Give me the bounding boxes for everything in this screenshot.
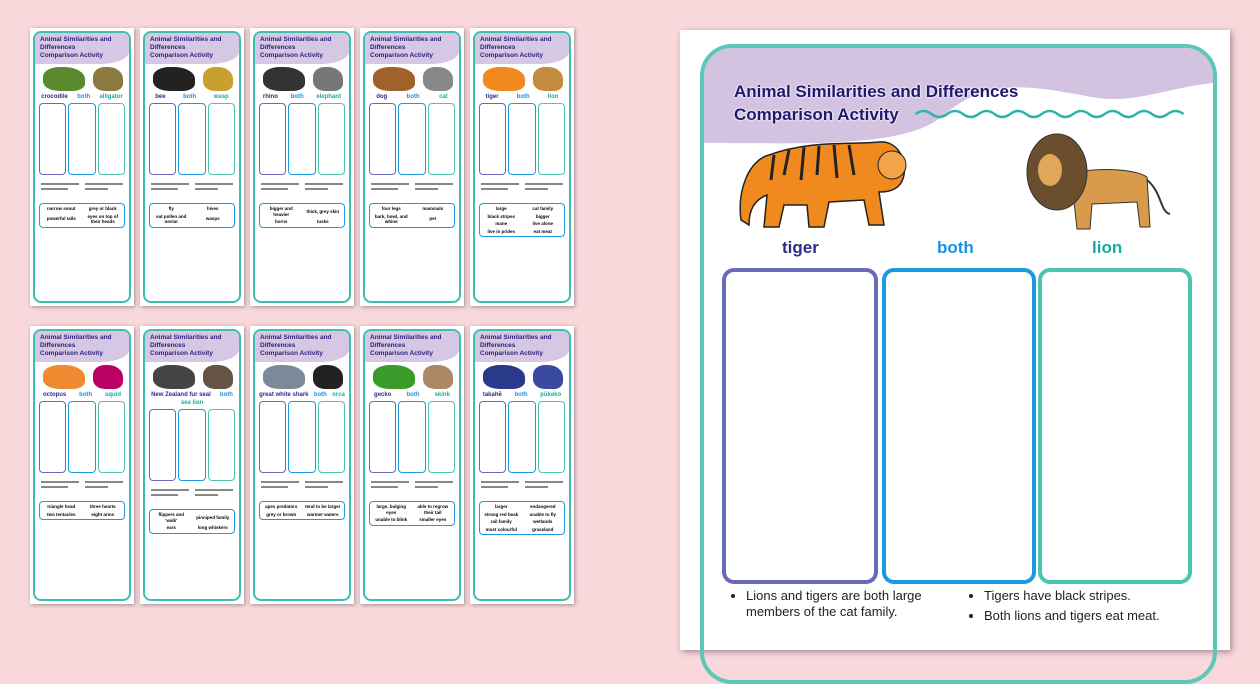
thumbnail-pictures: [475, 64, 569, 94]
word-bank-item: mane: [495, 221, 508, 226]
word-bank-item: black stripes: [487, 213, 515, 219]
label-tiger: tiger: [782, 238, 819, 257]
word-bank-item: bigger: [535, 213, 550, 219]
thumbnail-box: [369, 401, 396, 473]
thumbnail-boxes: [475, 399, 569, 475]
word-bank-item: pet: [429, 216, 437, 222]
thumbnail-frame: [363, 31, 461, 303]
thumbnail-box: [428, 103, 455, 175]
word-bank-item: bark, howl, and whine: [374, 213, 408, 224]
thumbnail-frame: [143, 329, 241, 601]
thumbnail-labels: [35, 94, 129, 101]
word-bank-item: hives: [206, 206, 219, 211]
animal-picture-right: [203, 67, 233, 91]
thumbnail-box: [318, 401, 345, 473]
thumbnail-label-both: both: [406, 94, 420, 100]
thumbnail-boxes: [145, 407, 239, 483]
thumbnail-label-right: orca: [332, 392, 345, 398]
thumbnail-box: [479, 401, 506, 473]
word-bank-item: bigger and heavier: [269, 206, 293, 217]
thumbnail-facts: [255, 177, 349, 203]
thumbnail-pictures: [35, 64, 129, 94]
thumbnail-facts: [365, 177, 459, 203]
thumbnail-label-right: sea lion: [180, 400, 204, 406]
thumbnail-label-both: both: [313, 392, 327, 398]
thumbnail-label-both: both: [516, 94, 530, 100]
word-bank-item: larger: [494, 504, 508, 509]
animal-picture-right: [423, 365, 453, 389]
thumbnail-box: [508, 103, 535, 175]
worksheet-thumbnail[interactable]: [140, 28, 244, 306]
thumbnail-box: [259, 401, 286, 473]
thumbnail-title: Animal Similarities and Differences: [260, 334, 332, 349]
thumbnail-pictures: [255, 64, 349, 94]
thumbnail-header: [145, 331, 239, 362]
worksheet-thumbnail[interactable]: [470, 326, 574, 604]
thumbnail-labels: [145, 94, 239, 101]
thumbnail-pictures: [255, 362, 349, 392]
animal-picture-left: [43, 365, 85, 389]
thumbnail-word-bank: [149, 509, 235, 534]
animal-picture-right: [423, 67, 453, 91]
word-bank-item: smaller eyes: [419, 517, 447, 522]
tiger-illustration: [729, 130, 914, 235]
fact-list-right: [966, 588, 1196, 628]
word-bank-item: ears: [166, 525, 176, 530]
thumbnail-label-right: alligator: [99, 94, 123, 100]
thumbnail-subtitle: Comparison Activity: [260, 52, 323, 59]
thumbnail-pictures: [365, 64, 459, 94]
word-bank-item: eight arms: [91, 511, 115, 517]
animal-picture-left: [153, 365, 195, 389]
thumbnail-title: Animal Similarities and Differences: [370, 36, 442, 51]
thumbnail-box: [398, 401, 425, 473]
thumbnail-label-left: octopus: [42, 392, 67, 398]
word-bank-item: thick, grey skin: [306, 208, 340, 214]
thumbnail-label-right: skink: [434, 392, 450, 398]
thumbnail-facts: [35, 475, 129, 501]
thumbnail-label-left: dog: [376, 94, 388, 100]
thumbnail-box: [208, 409, 235, 481]
word-bank-item: grassland: [532, 526, 554, 532]
thumbnail-labels: [255, 94, 349, 101]
thumbnail-box: [318, 103, 345, 175]
main-worksheet-preview: [680, 30, 1230, 650]
thumbnail-title: Animal Similarities and Differences: [480, 334, 552, 349]
thumbnail-label-both: both: [79, 392, 93, 398]
thumbnail-title: Animal Similarities and Differences: [150, 334, 222, 349]
thumbnail-subtitle: Comparison Activity: [260, 350, 323, 357]
thumbnail-label-both: both: [514, 392, 528, 398]
word-bank-item: cat family: [532, 206, 554, 211]
thumbnail-box: [288, 401, 315, 473]
word-bank-item: warmer waters: [306, 511, 339, 517]
thumbnail-box: [398, 103, 425, 175]
thumbnail-label-both: both: [77, 94, 91, 100]
thumbnail-boxes: [35, 399, 129, 475]
word-bank-item: fly: [168, 206, 174, 211]
thumbnail-label-right: elephant: [316, 94, 342, 100]
word-bank-item: eat meat: [533, 228, 552, 234]
word-bank-item: large: [495, 206, 507, 211]
animal-picture-left: [483, 67, 525, 91]
thumbnail-box: [369, 103, 396, 175]
worksheet-thumbnail[interactable]: [140, 326, 244, 604]
animal-picture-right: [93, 365, 123, 389]
thumbnail-boxes: [475, 101, 569, 177]
thumbnail-label-both: both: [290, 94, 304, 100]
thumbnail-frame: [473, 31, 571, 303]
thumbnail-frame: [253, 329, 351, 601]
lion-illustration: [1022, 132, 1172, 237]
thumbnail-box: [39, 103, 66, 175]
thumbnail-label-left: New Zealand fur seal: [151, 392, 211, 398]
animal-picture-left: [153, 67, 195, 91]
word-bank-item: strong red beak: [484, 511, 519, 517]
thumbnail-frame: [363, 329, 461, 601]
worksheet-frame: [700, 44, 1217, 684]
thumbnail-subtitle: Comparison Activity: [370, 52, 433, 59]
word-bank-item: live alone: [532, 221, 553, 226]
animal-picture-right: [533, 365, 563, 389]
thumbnail-word-bank: [259, 501, 345, 520]
fact-list-left: [728, 588, 948, 624]
thumbnail-header: [255, 331, 349, 362]
worksheet-title: [734, 80, 1018, 126]
word-bank-item: narrow snout: [46, 206, 76, 211]
thumbnail-label-both: both: [183, 94, 197, 100]
word-bank-item: apex predators: [265, 504, 298, 509]
thumbnail-frame: [143, 31, 241, 303]
thumbnail-subtitle: Comparison Activity: [370, 350, 433, 357]
thumbnail-box: [259, 103, 286, 175]
word-bank-item: unable to blink: [375, 517, 408, 522]
thumbnail-box: [68, 401, 95, 473]
thumbnail-box: [538, 103, 565, 175]
word-bank-item: triangle head: [47, 504, 76, 509]
thumbnail-facts: [475, 177, 569, 203]
thumbnail-title: Animal Similarities and Differences: [260, 36, 332, 51]
word-bank-item: able to regrow their tail: [417, 504, 449, 515]
thumbnail-label-left: rhino: [262, 94, 278, 100]
animal-picture-right: [93, 67, 123, 91]
thumbnail-facts: [255, 475, 349, 501]
thumbnail-word-bank: [39, 501, 125, 520]
thumbnail-label-both: both: [406, 392, 420, 398]
animal-picture-right: [203, 365, 233, 389]
word-bank-item: most colourful: [485, 526, 517, 532]
animal-picture-left: [263, 365, 305, 389]
word-bank-item: large, bulging eyes: [376, 504, 406, 515]
thumbnail-boxes: [35, 101, 129, 177]
word-bank-item: unable to fly: [529, 511, 556, 517]
thumbnail-frame: [253, 31, 351, 303]
thumbnail-frame: [473, 329, 571, 601]
thumbnail-labels: [475, 94, 569, 101]
thumbnail-word-bank: [369, 501, 455, 526]
thumbnail-title: Animal Similarities and Differences: [370, 334, 442, 349]
label-both: both: [937, 238, 974, 257]
word-bank-item: pinniped family: [196, 514, 230, 520]
thumbnail-word-bank: [479, 501, 565, 535]
worksheet-thumbnail[interactable]: [360, 28, 464, 306]
tiger-answer-box[interactable]: [722, 268, 878, 584]
word-bank-item: three hearts: [89, 504, 116, 509]
thumbnail-frame: [33, 31, 131, 303]
title-line-1: Animal Similarities and Differences: [734, 82, 1019, 101]
animal-picture-left: [373, 365, 415, 389]
animal-picture-left: [373, 67, 415, 91]
thumbnail-label-left: gecko: [374, 392, 392, 398]
thumbnail-labels: [145, 392, 239, 407]
thumbnail-label-right: pūkeko: [540, 392, 562, 398]
animal-picture-right: [313, 67, 343, 91]
thumbnail-box: [479, 103, 506, 175]
thumbnail-label-right: wasp: [213, 94, 229, 100]
thumbnail-title: Animal Similarities and Differences: [40, 36, 112, 51]
thumbnail-title: Animal Similarities and Differences: [480, 36, 552, 51]
worksheet-thumbnail[interactable]: [470, 28, 574, 306]
thumbnail-facts: [145, 483, 239, 509]
thumbnail-facts: [35, 177, 129, 203]
thumbnail-header: [475, 331, 569, 362]
thumbnail-facts: [145, 177, 239, 203]
thumbnail-box: [98, 103, 125, 175]
worksheet-thumbnail[interactable]: [250, 28, 354, 306]
word-bank-item: eat pollen and nectar: [156, 213, 187, 224]
thumbnail-word-bank: [149, 203, 235, 228]
thumbnail-box: [178, 409, 205, 481]
word-bank-item: rail family: [490, 519, 512, 524]
word-bank-item: mammals: [422, 206, 444, 211]
thumbnail-box: [178, 103, 205, 175]
thumbnail-header: [35, 33, 129, 64]
fact-item: • Tigers have black stripes.: [984, 588, 1196, 604]
word-bank-item: eyes on top of their heads: [87, 213, 118, 224]
thumbnail-label-both: both: [219, 392, 233, 398]
thumbnail-pictures: [145, 362, 239, 392]
word-bank-item: long whiskers: [197, 525, 228, 530]
lion-answer-box[interactable]: [1038, 268, 1192, 584]
word-bank-item: endangered: [529, 504, 556, 509]
thumbnail-pictures: [145, 64, 239, 94]
word-bank-item: tend to be larger: [305, 504, 341, 509]
word-bank-item: flippers and 'walk': [158, 512, 184, 523]
thumbnail-box: [538, 401, 565, 473]
thumbnail-word-bank: [479, 203, 565, 237]
thumbnail-word-bank: [369, 203, 455, 228]
thumbnail-box: [39, 401, 66, 473]
thumbnail-subtitle: Comparison Activity: [150, 350, 213, 357]
word-bank-item: tusks: [316, 219, 329, 224]
word-bank-item: grey or black: [88, 206, 117, 211]
fact-item: • Both lions and tigers eat meat.: [984, 608, 1196, 624]
thumbnail-subtitle: Comparison Activity: [480, 52, 543, 59]
worksheet-thumbnail[interactable]: [30, 326, 134, 604]
thumbnail-title: Animal Similarities and Differences: [150, 36, 222, 51]
label-lion: lion: [1092, 238, 1123, 257]
thumbnail-word-bank: [39, 203, 125, 228]
thumbnail-box: [149, 103, 176, 175]
animal-picture-left: [43, 67, 85, 91]
thumbnail-pictures: [475, 362, 569, 392]
animal-picture-left: [263, 67, 305, 91]
thumbnail-header: [365, 331, 459, 362]
word-bank-item: powerful tails: [46, 216, 76, 222]
both-answer-box[interactable]: [882, 268, 1036, 584]
thumbnail-subtitle: Comparison Activity: [40, 52, 103, 59]
thumbnail-label-right: cat: [439, 94, 448, 100]
worksheet-thumbnail[interactable]: [250, 326, 354, 604]
thumbnail-label-right: squid: [105, 392, 122, 398]
thumbnail-header: [365, 33, 459, 64]
worksheet-thumbnail[interactable]: [360, 326, 464, 604]
thumbnail-box: [508, 401, 535, 473]
thumbnail-label-left: tiger: [485, 94, 499, 100]
thumbnail-subtitle: Comparison Activity: [150, 52, 213, 59]
thumbnail-boxes: [255, 399, 349, 475]
thumbnail-pictures: [35, 362, 129, 392]
thumbnail-pictures: [365, 362, 459, 392]
thumbnail-label-left: bee: [155, 94, 166, 100]
thumbnail-labels: [35, 392, 129, 399]
thumbnail-label-right: lion: [547, 94, 559, 100]
fact-item: • Lions and tigers are both large members of the cat family.: [746, 588, 948, 620]
thumbnail-labels: [255, 392, 349, 399]
thumbnail-word-bank: [259, 203, 345, 228]
animal-picture-left: [483, 365, 525, 389]
thumbnail-title: Animal Similarities and Differences: [40, 334, 112, 349]
thumbnail-header: [255, 33, 349, 64]
thumbnail-subtitle: Comparison Activity: [40, 350, 103, 357]
thumbnail-labels: [475, 392, 569, 399]
word-bank-item: wasps: [205, 216, 220, 222]
thumbnail-boxes: [365, 399, 459, 475]
thumbnail-box: [208, 103, 235, 175]
thumbnail-label-left: crocodile: [41, 94, 68, 100]
thumbnail-header: [145, 33, 239, 64]
thumbnail-box: [68, 103, 95, 175]
word-bank-item: wetlands: [533, 519, 553, 524]
word-bank-item: two tentacles: [46, 511, 76, 517]
thumbnail-facts: [475, 475, 569, 501]
thumbnail-subtitle: Comparison Activity: [480, 350, 543, 357]
animal-picture-right: [313, 365, 343, 389]
thumbnail-header: [35, 331, 129, 362]
thumbnail-box: [149, 409, 176, 481]
thumbnail-frame: [33, 329, 131, 601]
word-bank-item: grey or brown: [266, 511, 297, 517]
word-bank-item: horns: [274, 219, 288, 224]
thumbnail-facts: [365, 475, 459, 501]
thumbnail-header: [475, 33, 569, 64]
thumbnail-boxes: [255, 101, 349, 177]
thumbnail-boxes: [145, 101, 239, 177]
thumbnail-box: [288, 103, 315, 175]
thumbnail-label-left: takahē: [482, 392, 502, 398]
word-bank-item: four legs: [381, 206, 401, 211]
thumbnail-box: [428, 401, 455, 473]
worksheet-thumbnail[interactable]: [30, 28, 134, 306]
thumbnail-labels: [365, 94, 459, 101]
title-line-2: Comparison Activity: [734, 105, 899, 124]
word-bank-item: live in prides: [487, 228, 515, 234]
thumbnail-label-left: great white shark: [259, 392, 309, 398]
thumbnail-box: [98, 401, 125, 473]
thumbnail-boxes: [365, 101, 459, 177]
thumbnail-labels: [365, 392, 459, 399]
animal-picture-right: [533, 67, 563, 91]
